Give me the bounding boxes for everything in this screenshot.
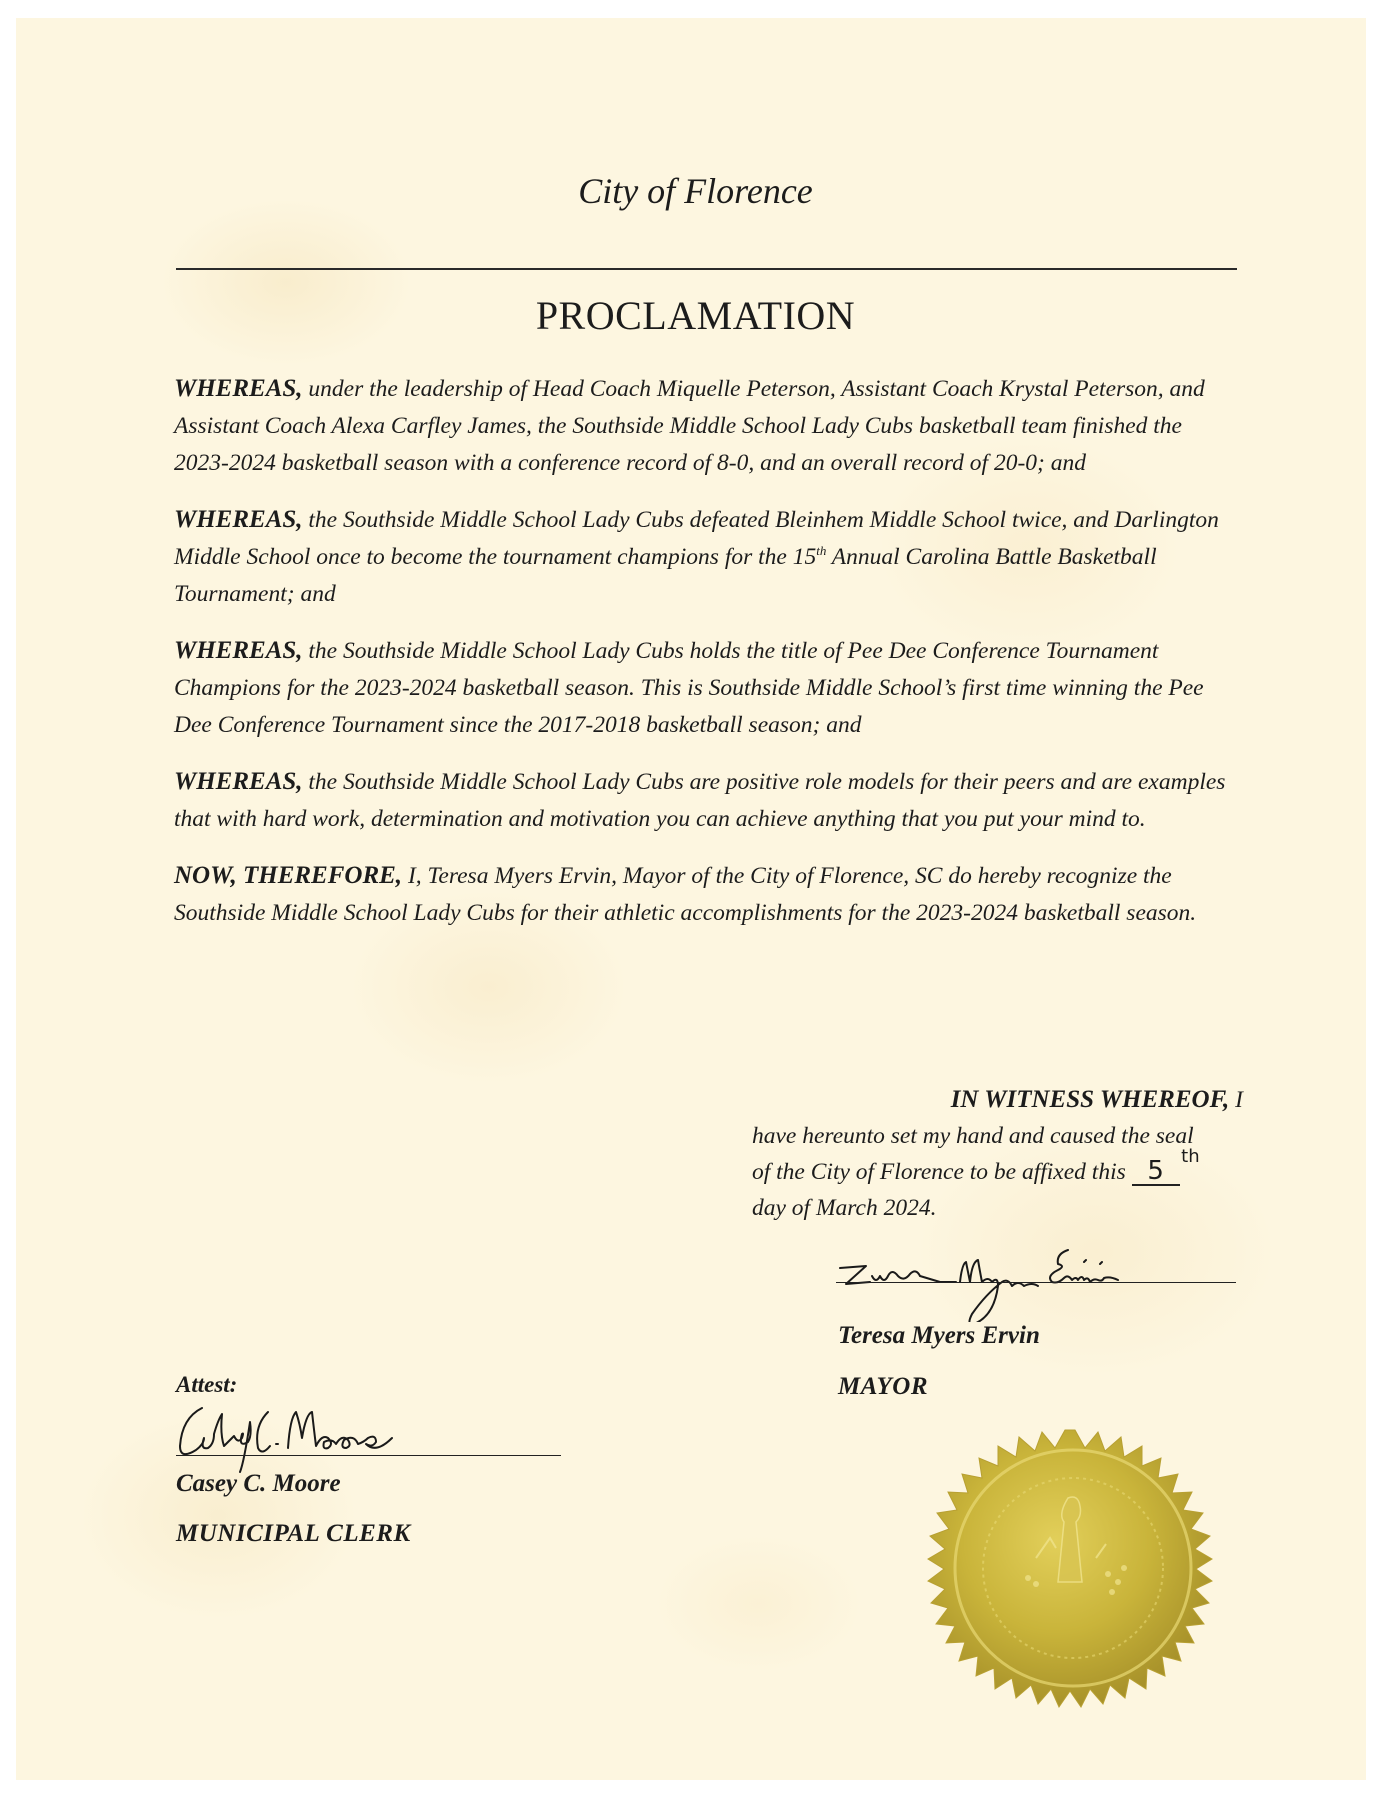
- paragraph-lead: WHEREAS,: [174, 375, 303, 402]
- document-title: PROCLAMATION: [535, 293, 856, 338]
- paragraph-text: the Southside Middle School Lady Cubs are positive role models for their peers and are examples that with hard work, determination and motivation you can achieve anything that you put your mind to.: [174, 769, 1226, 832]
- mayor-signature: [836, 1240, 1236, 1322]
- paragraph-lead: NOW, THEREFORE,: [174, 862, 403, 889]
- paragraph-lead: WHEREAS,: [174, 637, 303, 664]
- ordinal-superscript: th: [816, 543, 827, 559]
- handwritten-day-number: 5: [1147, 1156, 1164, 1186]
- whereas-paragraph-3: [174, 632, 1242, 744]
- mayor-title: MAYOR: [838, 1373, 929, 1400]
- paragraph-text: I, Teresa Myers Ervin, Mayor of the City of Florence, SC do hereby recognize the Southside Middle School Lady Cubs for their athletic accomplishments for the 2023-2024 basketball season.: [174, 863, 1197, 926]
- whereas-paragraph-1: [174, 370, 1242, 482]
- header-divider: [176, 268, 1237, 270]
- witness-line-1: have hereunto set my hand and caused the seal: [752, 1123, 1194, 1149]
- witness-line-2-text: of the City of Florence to be affixed this: [752, 1159, 1132, 1185]
- clerk-name: Casey C. Moore: [176, 1470, 341, 1497]
- proclamation-body: [174, 370, 1242, 951]
- mayor-signature-line: [836, 1282, 1236, 1283]
- witness-lead: IN WITNESS WHEREOF,: [950, 1086, 1230, 1113]
- paragraph-lead: WHEREAS,: [174, 768, 303, 795]
- paragraph-lead: WHEREAS,: [174, 506, 303, 533]
- whereas-paragraph-4: [174, 763, 1242, 838]
- clerk-title: MUNICIPAL CLERK: [176, 1520, 411, 1547]
- therefore-paragraph: [174, 857, 1242, 932]
- paragraph-text: the Southside Middle School Lady Cubs holds the title of Pee Dee Conference Tournament Champions for the 2023-2024 basketball season. This is Southside Middle School’s first time winning the Pee Dee Conference Tournament since the 2017-2018 basketball season; and: [174, 638, 1204, 738]
- witness-line-2: [752, 1146, 1247, 1190]
- handwritten-day: [1132, 1146, 1200, 1186]
- clerk-signature-line: [176, 1455, 561, 1456]
- witness-lead-suffix: I: [1229, 1087, 1243, 1113]
- paragraph-text: Annual Carolina Battle Basketball Tournament; and: [174, 544, 1157, 607]
- witness-lead-line: [752, 1082, 1247, 1118]
- city-seal-icon: [918, 1428, 1232, 1742]
- mayor-name: Teresa Myers Ervin: [838, 1322, 1040, 1349]
- whereas-paragraph-2: [174, 501, 1242, 613]
- paragraph-text: under the leadership of Head Coach Miquelle Peterson, Assistant Coach Krystal Peterson, and Assistant Coach Alexa Carfley James, the Southside Middle School Lady Cubs basketball team finished the 2023-2024 basketball season with a conference record of 8-0, and an overall record of 20-0; and: [174, 376, 1205, 476]
- witness-line-3: day of March 2024.: [752, 1195, 937, 1221]
- witness-block: [752, 1082, 1247, 1226]
- handwritten-day-suffix: th: [1181, 1146, 1200, 1167]
- attest-label: Attest:: [176, 1372, 238, 1397]
- city-title: City of Florence: [578, 171, 813, 211]
- paragraph-text: the Southside Middle School Lady Cubs defeated Bleinhem Middle School twice, and Darlington Middle School once to become the tournament champions for the 15: [174, 507, 1219, 570]
